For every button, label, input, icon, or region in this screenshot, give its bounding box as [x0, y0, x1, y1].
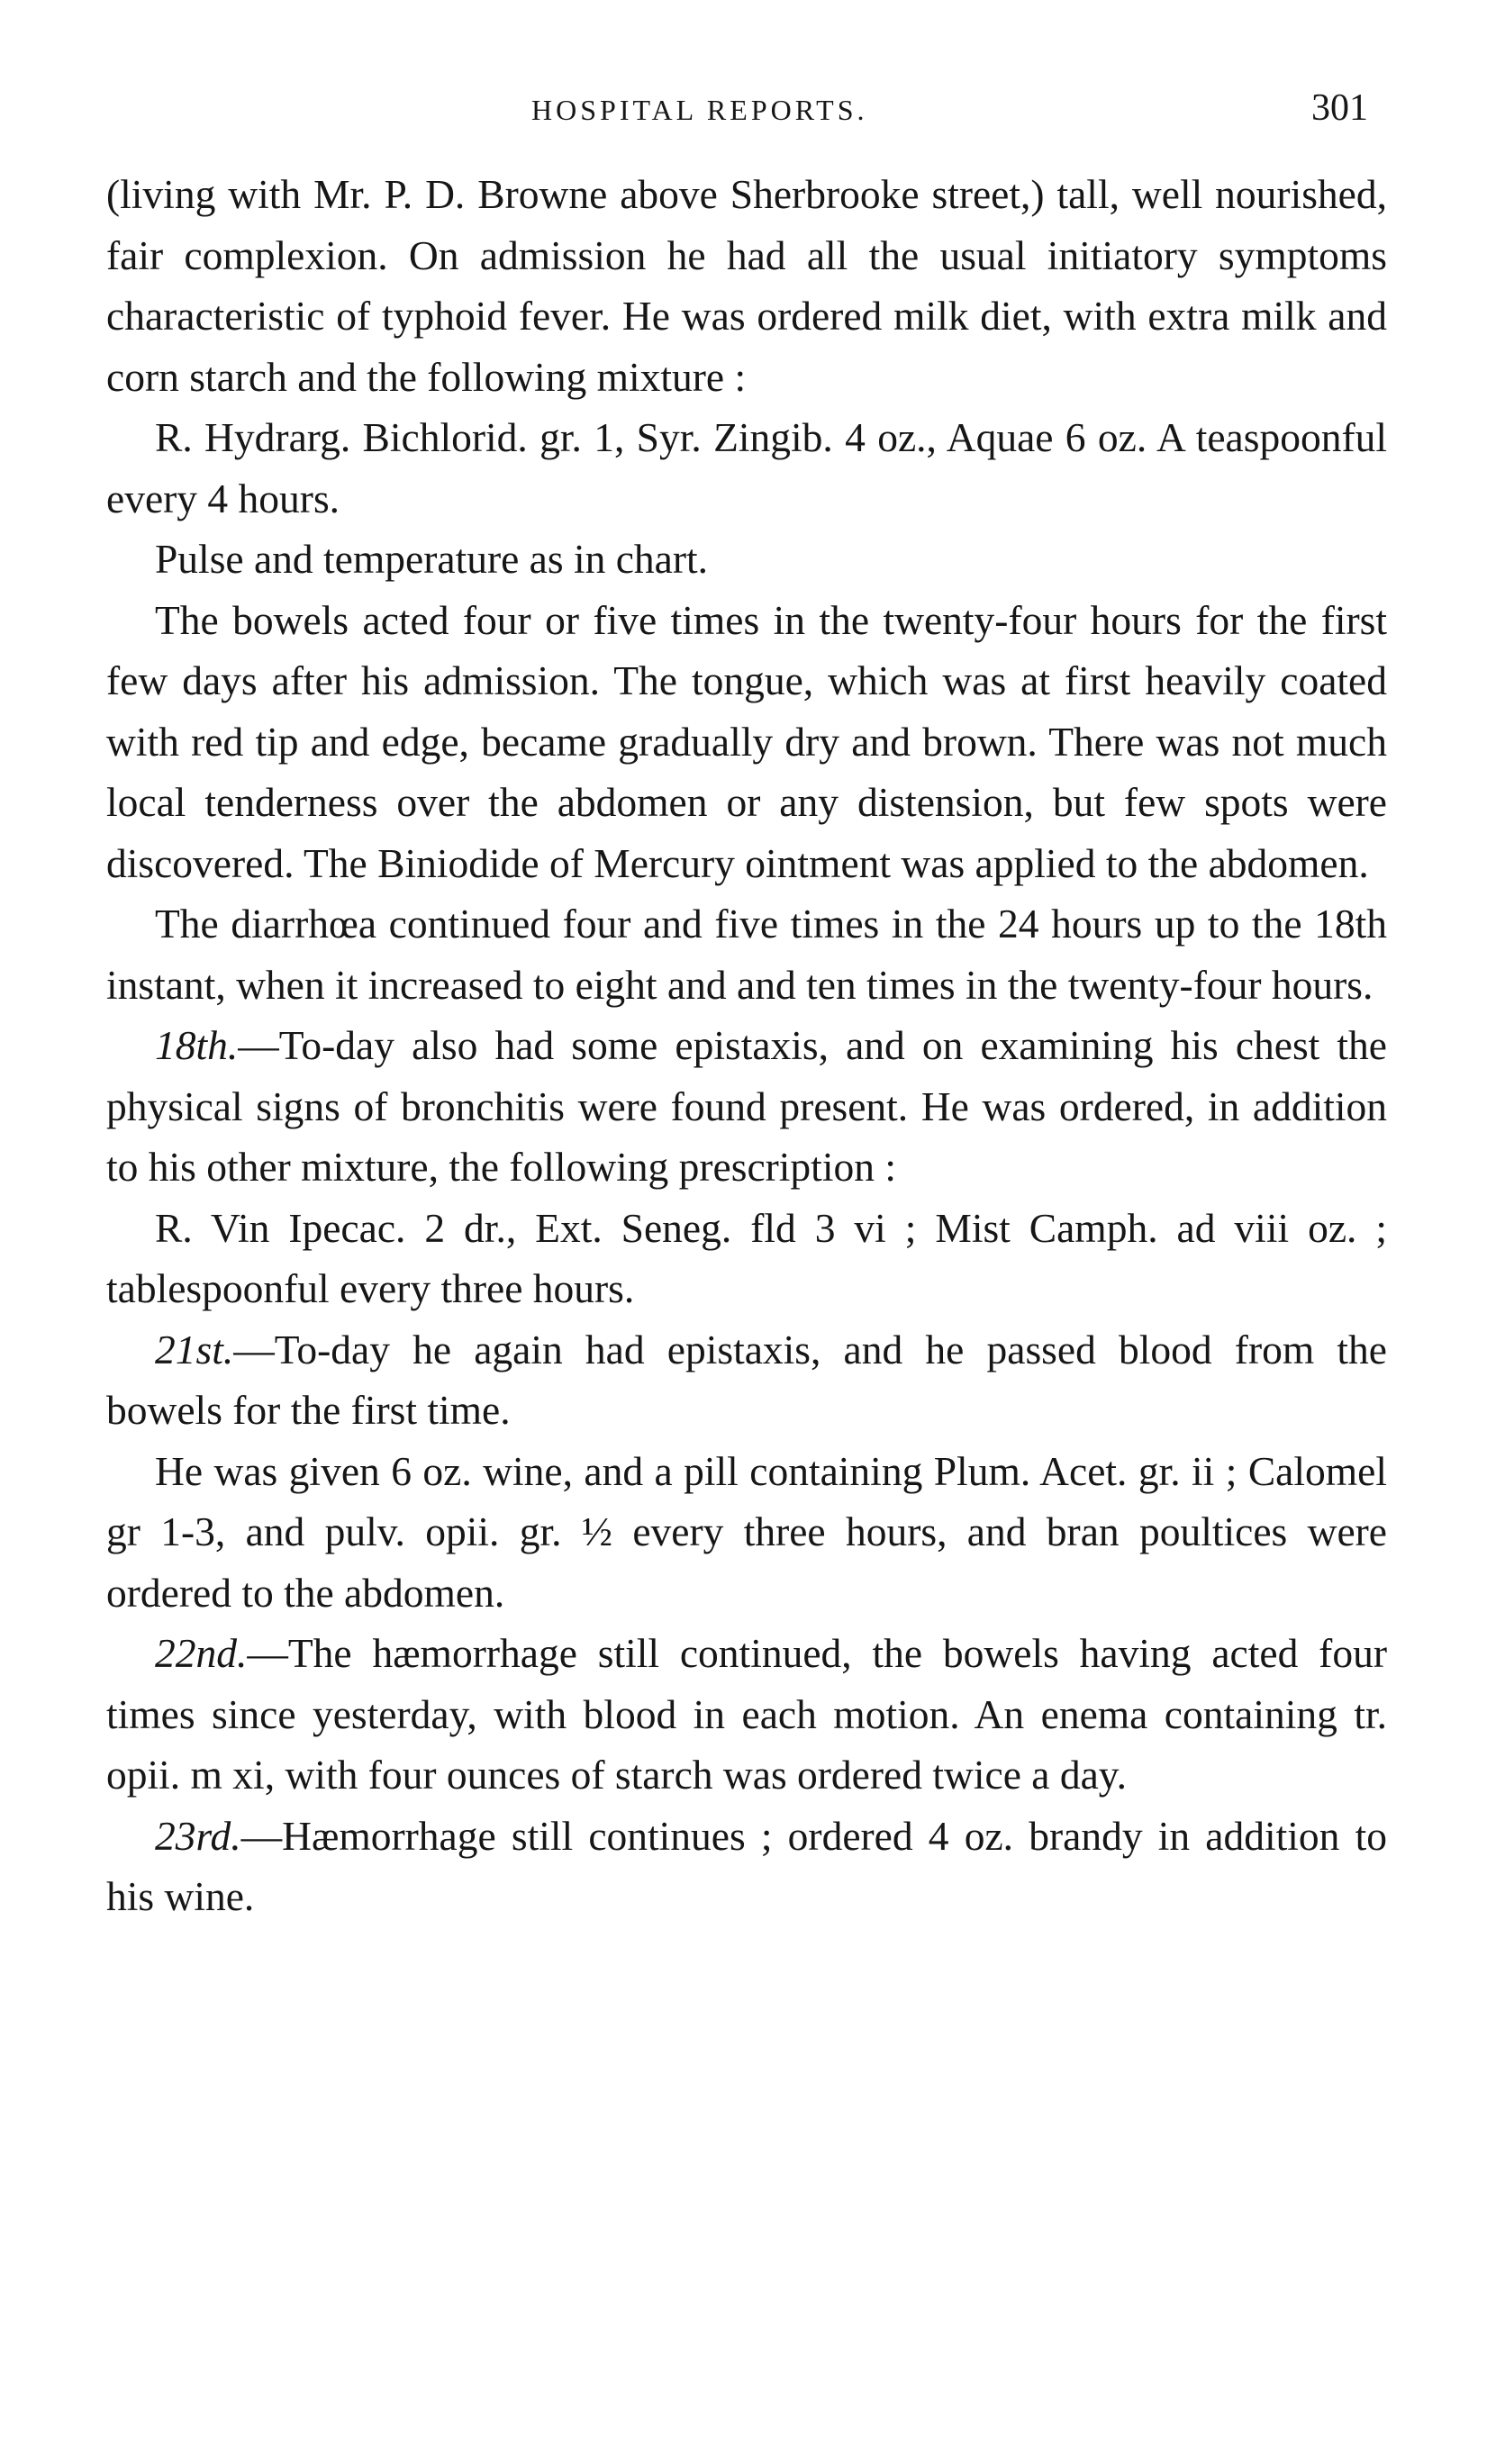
- paragraph-23rd: [106, 1806, 1387, 1927]
- paragraph-21st: [106, 1319, 1387, 1441]
- paragraph-wine: [106, 1441, 1387, 1624]
- paragraph-text: The diarrhœa continued four and five times in the 24 hours up to the 18th instant, when it increased to eight and and ten times in the twenty-four hours.: [106, 901, 1387, 1008]
- paragraph-text: He was given 6 oz. wine, and a pill containing Plum. Acet. gr. ii ; Calomel gr 1-3, and pulv. opii. gr. ½ every three hours, and bran poultices were ordered to the abdomen.: [106, 1447, 1387, 1616]
- paragraph-text: Pulse and temperature as in chart.: [155, 536, 709, 582]
- paragraph-18th: [106, 1015, 1387, 1198]
- paragraph-text: (living with Mr. P. D. Browne above Sherbrooke street,) tall, well nourished, fair complexion. On admission he had all the usual initiatory symptoms characteristic of typhoid fever. He was ordered milk diet, with extra milk and corn starch and the following mixture :: [106, 171, 1387, 400]
- body-text: [106, 164, 1387, 1927]
- paragraph-text: —To-day he again had epistaxis, and he passed blood from the bowels for the first time.: [106, 1326, 1387, 1433]
- paragraph-prescription-2: [106, 1198, 1387, 1319]
- paragraph-admission: [106, 164, 1387, 407]
- running-title: HOSPITAL REPORTS.: [531, 94, 868, 126]
- entry-date: 23rd.: [155, 1812, 241, 1859]
- page-number: 301: [1311, 87, 1368, 129]
- paragraph-text: —The hæmorrhage still continued, the bowels having acted four times since yesterday, with blood in each motion. An enema containing tr. opii. m xi, with four ounces of starch was ordered twice a day.: [106, 1630, 1387, 1798]
- paragraph-text: R. Vin Ipecac. 2 dr., Ext. Seneg. fld 3 vi ; Mist Camph. ad viii oz. ; tablespoonful every three hours.: [106, 1204, 1387, 1311]
- paragraph-text: —Hæmorrhage still continues ; ordered 4 oz. brandy in addition to his wine.: [106, 1812, 1387, 1919]
- entry-date: 22nd.: [155, 1630, 248, 1676]
- paragraph-diarrhoea: [106, 893, 1387, 1015]
- paragraph-prescription-1: [106, 407, 1387, 529]
- paragraph-bowels: [106, 590, 1387, 894]
- paragraph-22nd: [106, 1623, 1387, 1806]
- running-head: [0, 87, 1505, 148]
- paragraph-text: R. Hydrarg. Bichlorid. gr. 1, Syr. Zingib. 4 oz., Aquae 6 oz. A teaspoonful every 4 hours.: [106, 414, 1387, 521]
- paragraph-text: The bowels acted four or five times in the twenty-four hours for the first few days after his admission. The tongue, which was at first heavily coated with red tip and edge, became gradually dry and brown. There was not much local tenderness over the abdomen or any distension, but few spots were discovered. The Biniodide of Mercury ointment was applied to the abdomen.: [106, 596, 1387, 886]
- entry-date: 18th.: [155, 1022, 239, 1068]
- paragraph-text: —To-day also had some epistaxis, and on examining his chest the physical signs of bronchitis were found present. He was ordered, in addition to his other mixture, the following prescription :: [106, 1022, 1387, 1190]
- entry-date: 21st.: [155, 1326, 234, 1372]
- paragraph-pulse: [106, 529, 1387, 590]
